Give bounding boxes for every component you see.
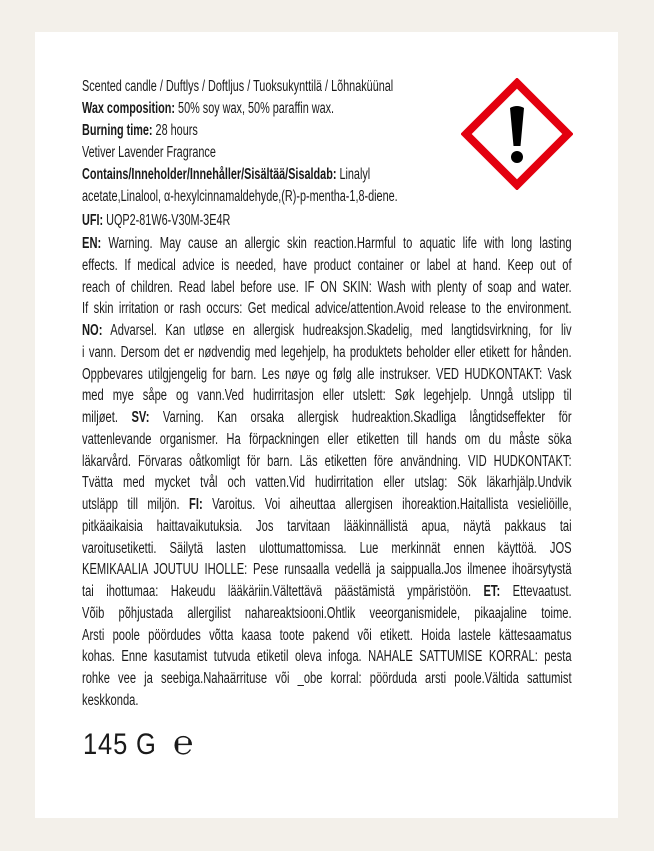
lang-label-fi: FI:: [189, 496, 203, 513]
warning-line: reach of children. Read label before use. IF ON SKIN: Wash with plenty of soap and water.: [82, 278, 572, 296]
warning-line: EN: Warning. May cause an allergic skin reaction.Harmful to aquatic life with long lasting: [82, 235, 572, 252]
warning-line: effects. If medical advice is needed, have product container or label at hand. Keep out of: [82, 256, 572, 274]
warning-line: keskkonda.: [82, 691, 139, 709]
burning-label: Burning time:: [82, 122, 153, 139]
warning-line: Võib põhjustada allergilist nahareaktsiooni.Ohtlik veeorganismidele, pikaajaline toime.: [82, 604, 572, 622]
contains-line-2: acetate,Linalool, α-hexylcinnamaldehyde,(R)-p-mentha-1,8-diene.: [82, 188, 398, 205]
contains-line: [82, 164, 572, 186]
net-weight-value: 145 G: [83, 728, 157, 761]
warning-line: KEMIKAALIA JOUTUU IHOLLE: Pese runsaalla vedellä ja saippualla.Jos ilmenee ihoärsytystä: [82, 561, 572, 579]
warning-line: varoitusetiketti. Säilytä lasten ulottumattomissa. Lue merkinnät ennen käyttöä. JOS: [82, 539, 572, 557]
warning-line: utsläpp till miljön. FI: Varoitus. Voi aiheuttaa allergisen ihoreaktion.Haitallista vesieliöille,: [82, 496, 572, 513]
warning-line: tai ihottumaa: Hakeudu lääkäriin.Vältettävä päästämistä ympäristöön. ET: Ettevaatust.: [82, 583, 572, 600]
warning-line: Arsti poole pöördudes võtta kaasa toote pakend või etikett. Hoida lastele kättesaamatus: [82, 626, 572, 644]
fragrance-name: Vetiver Lavender Fragrance: [82, 144, 216, 161]
wax-composition: [82, 98, 572, 120]
warning-text: [82, 233, 572, 712]
warning-line: rohke vee ja seebiga.Nahaärrituse või _obe korral: pöörduda arsti poole.Vältida sattumist: [82, 670, 572, 687]
lang-label-sv: SV:: [131, 409, 150, 426]
wax-label: Wax composition:: [82, 100, 176, 117]
lang-label-et: ET:: [483, 583, 501, 600]
warning-line: Tvätta med mycket tvål och vatten.Vid hudirritation eller utslag: Sök läkarhjälp.Undvik: [82, 474, 572, 492]
lang-label-no: NO:: [82, 322, 103, 339]
estimated-sign-icon: ℮: [173, 723, 194, 763]
burning-time: [82, 120, 572, 142]
burning-value: 28 hours: [152, 122, 198, 139]
ufi-value: UQP2-81W6-V30M-3E4R: [103, 212, 231, 229]
ufi-label: UFI:: [82, 212, 104, 229]
warning-line: Oppbevares utilgjengelig for barn. Les nøye og følg alle instrukser. VED HUDKONTAKT: Vask: [82, 365, 572, 383]
warning-line: vattenlevande organismer. Ha förpackningen eller etiketten till hands om du måste söka: [82, 430, 572, 448]
product-line: Scented candle / Duftlys / Doftljus / Tuoksukynttilä / Lõhnaküünal: [82, 78, 394, 95]
lang-label-en: EN:: [82, 235, 102, 252]
wax-value: 50% soy wax, 50% paraffin wax.: [175, 100, 335, 117]
contains-label: Contains/Inneholder/Innehåller/Sisältää/Sisaldab:: [82, 166, 337, 183]
warning-line: kohas. Enne kasutamist tutvuda etiketil oleva infoga. NAHALE SATTUMISE KORRAL: pesta: [82, 648, 572, 666]
net-weight: [83, 723, 194, 763]
warning-line: med mye såpe og vann.Ved hudirritasjon eller utslett: Søk legehjelp. Unngå utslipp til: [82, 387, 572, 405]
contains-value-1: Linalyl: [336, 166, 371, 183]
label-text: [82, 76, 572, 712]
warning-line: pitkäaikaisia haittavaikutuksia. Jos tarvitaan lääkinnällistä apua, näytä pakkaus tai: [82, 517, 572, 535]
ufi-line: [82, 210, 572, 232]
warning-line: NO: Advarsel. Kan utløse en allergisk hudreaksjon.Skadelig, med langtidsvirkning, for liv: [82, 322, 572, 339]
warning-line: If skin irritation or rash occurs: Get medical advice/attention.Avoid release to the environment.: [82, 300, 572, 318]
warning-line: i vann. Dersom det er nødvendig med legehjelp, ha produktets beholder eller etikett for hånden.: [82, 343, 572, 361]
warning-line: miljøet. SV: Varning. Kan orsaka allergisk hudreaktion.Skadliga långtidseffekter för: [82, 409, 572, 426]
warning-line: läkarvård. Förvaras oåtkomligt för barn. Läs etiketten före användning. VID HUDKONTAKT:: [82, 452, 572, 470]
